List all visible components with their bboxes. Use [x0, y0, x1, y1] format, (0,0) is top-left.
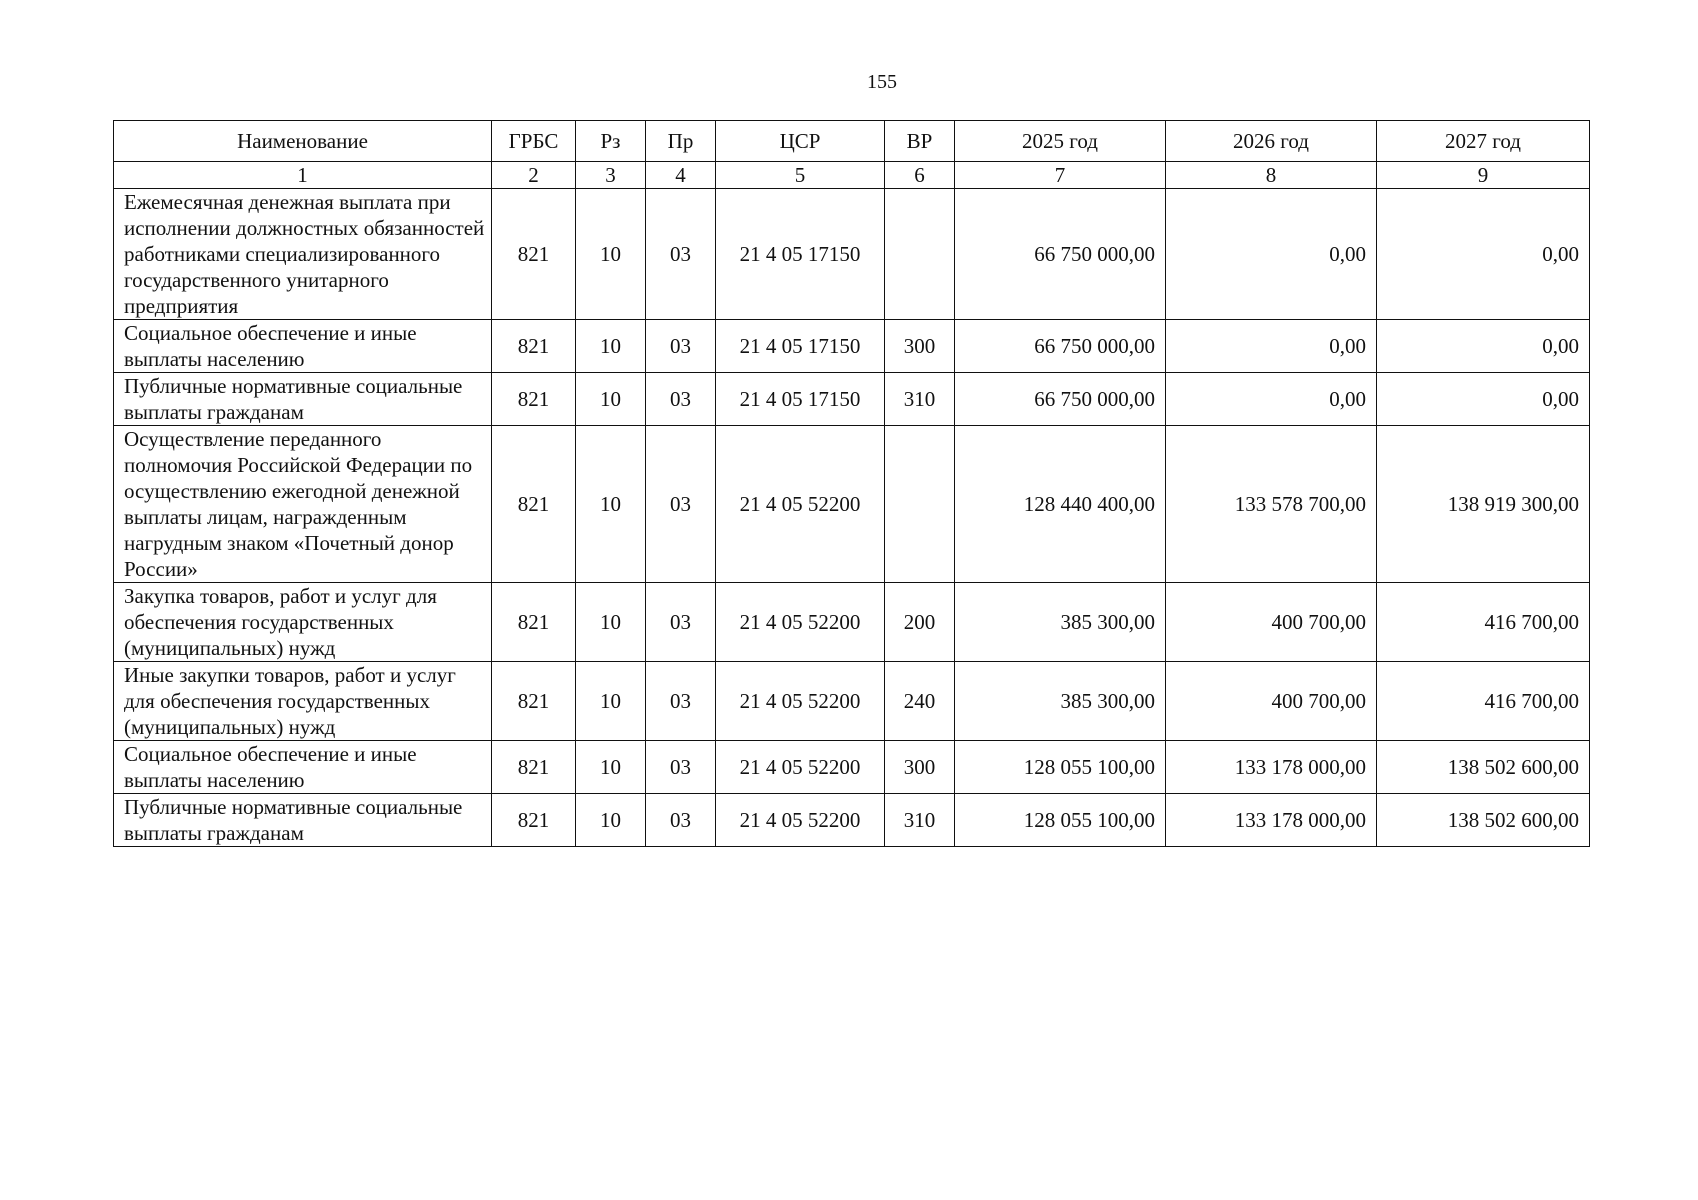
table-row	[114, 373, 1590, 426]
row-csr: 21 4 05 52200	[716, 741, 885, 794]
row-rz: 10	[576, 741, 646, 794]
row-csr: 21 4 05 17150	[716, 373, 885, 426]
column-number: 4	[646, 162, 716, 189]
row-name: Закупка товаров, работ и услуг для обеспечения государственных (муниципальных) нужд	[114, 583, 492, 662]
row-2027: 416 700,00	[1377, 583, 1590, 662]
row-grbs: 821	[492, 426, 576, 583]
row-pr: 03	[646, 189, 716, 320]
row-grbs: 821	[492, 583, 576, 662]
row-csr: 21 4 05 17150	[716, 189, 885, 320]
row-pr: 03	[646, 320, 716, 373]
row-csr: 21 4 05 52200	[716, 794, 885, 847]
row-name: Публичные нормативные социальные выплаты гражданам	[114, 373, 492, 426]
row-2026: 133 178 000,00	[1166, 741, 1377, 794]
row-2025: 128 055 100,00	[955, 741, 1166, 794]
row-rz: 10	[576, 320, 646, 373]
row-vr: 300	[885, 320, 955, 373]
row-pr: 03	[646, 373, 716, 426]
row-vr: 310	[885, 373, 955, 426]
row-2026: 0,00	[1166, 373, 1377, 426]
header-2026: 2026 год	[1166, 121, 1377, 162]
row-2027: 0,00	[1377, 189, 1590, 320]
row-2026: 400 700,00	[1166, 662, 1377, 741]
row-rz: 10	[576, 189, 646, 320]
row-2026: 400 700,00	[1166, 583, 1377, 662]
row-name: Ежемесячная денежная выплата при исполнении должностных обязанностей работниками специализированного государственного унитарного предприятия	[114, 189, 492, 320]
row-vr: 300	[885, 741, 955, 794]
row-csr: 21 4 05 52200	[716, 662, 885, 741]
row-csr: 21 4 05 52200	[716, 426, 885, 583]
table-row	[114, 794, 1590, 847]
row-grbs: 821	[492, 794, 576, 847]
row-pr: 03	[646, 662, 716, 741]
table-row	[114, 426, 1590, 583]
row-pr: 03	[646, 426, 716, 583]
row-2027: 416 700,00	[1377, 662, 1590, 741]
column-number: 5	[716, 162, 885, 189]
row-2027: 0,00	[1377, 373, 1590, 426]
row-2025: 66 750 000,00	[955, 373, 1166, 426]
row-grbs: 821	[492, 373, 576, 426]
header-rz: Рз	[576, 121, 646, 162]
column-number: 6	[885, 162, 955, 189]
table-row	[114, 662, 1590, 741]
row-name: Социальное обеспечение и иные выплаты населению	[114, 320, 492, 373]
row-vr: 240	[885, 662, 955, 741]
column-number-row	[114, 162, 1590, 189]
table-row	[114, 583, 1590, 662]
row-rz: 10	[576, 794, 646, 847]
table-row	[114, 320, 1590, 373]
header-2025: 2025 год	[955, 121, 1166, 162]
row-grbs: 821	[492, 662, 576, 741]
row-csr: 21 4 05 52200	[716, 583, 885, 662]
row-rz: 10	[576, 583, 646, 662]
header-grbs: ГРБС	[492, 121, 576, 162]
row-name: Публичные нормативные социальные выплаты гражданам	[114, 794, 492, 847]
row-2025: 66 750 000,00	[955, 320, 1166, 373]
budget-table	[113, 120, 1590, 847]
row-2027: 138 919 300,00	[1377, 426, 1590, 583]
row-pr: 03	[646, 741, 716, 794]
row-csr: 21 4 05 17150	[716, 320, 885, 373]
row-2026: 0,00	[1166, 320, 1377, 373]
row-vr	[885, 426, 955, 583]
row-2025: 385 300,00	[955, 583, 1166, 662]
row-2027: 138 502 600,00	[1377, 741, 1590, 794]
header-name: Наименование	[114, 121, 492, 162]
row-name: Социальное обеспечение и иные выплаты населению	[114, 741, 492, 794]
table-row	[114, 741, 1590, 794]
row-vr	[885, 189, 955, 320]
table-row	[114, 189, 1590, 320]
row-name: Иные закупки товаров, работ и услуг для обеспечения государственных (муниципальных) нужд	[114, 662, 492, 741]
row-2027: 138 502 600,00	[1377, 794, 1590, 847]
column-number: 1	[114, 162, 492, 189]
header-pr: Пр	[646, 121, 716, 162]
row-2027: 0,00	[1377, 320, 1590, 373]
row-2026: 0,00	[1166, 189, 1377, 320]
row-rz: 10	[576, 373, 646, 426]
row-2025: 128 440 400,00	[955, 426, 1166, 583]
column-number: 9	[1377, 162, 1590, 189]
table-header-row	[114, 121, 1590, 162]
row-grbs: 821	[492, 320, 576, 373]
column-number: 8	[1166, 162, 1377, 189]
row-name: Осуществление переданного полномочия Российской Федерации по осуществлению ежегодной денежной выплаты лицам, награжденным нагрудным знаком «Почетный донор России»	[114, 426, 492, 583]
row-rz: 10	[576, 426, 646, 583]
row-grbs: 821	[492, 741, 576, 794]
row-2025: 385 300,00	[955, 662, 1166, 741]
page-number: 155	[867, 71, 897, 93]
row-pr: 03	[646, 583, 716, 662]
row-rz: 10	[576, 662, 646, 741]
column-number: 3	[576, 162, 646, 189]
row-grbs: 821	[492, 189, 576, 320]
row-vr: 200	[885, 583, 955, 662]
row-vr: 310	[885, 794, 955, 847]
column-number: 7	[955, 162, 1166, 189]
header-csr: ЦСР	[716, 121, 885, 162]
header-2027: 2027 год	[1377, 121, 1590, 162]
header-vr: ВР	[885, 121, 955, 162]
row-2026: 133 578 700,00	[1166, 426, 1377, 583]
row-2025: 66 750 000,00	[955, 189, 1166, 320]
row-pr: 03	[646, 794, 716, 847]
row-2025: 128 055 100,00	[955, 794, 1166, 847]
column-number: 2	[492, 162, 576, 189]
row-2026: 133 178 000,00	[1166, 794, 1377, 847]
